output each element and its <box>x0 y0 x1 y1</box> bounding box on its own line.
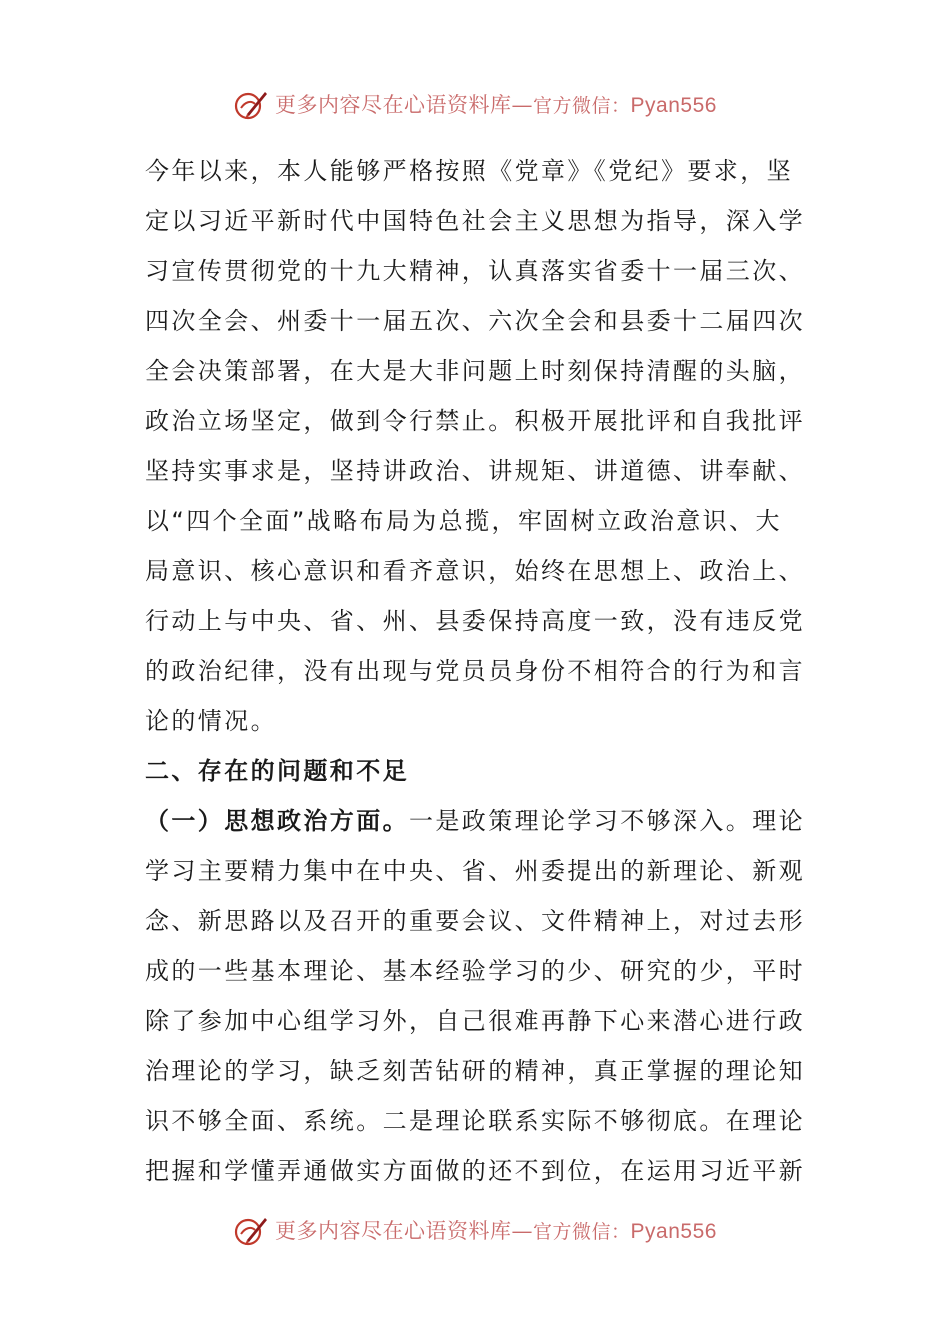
banner-title: 更多内容尽在心语资料库 <box>275 1219 512 1243</box>
subsection-first-line-rest: 一是政策理论学习不够深入。理论 <box>409 807 805 835</box>
subsection-lead: （一）思想政治方面。 <box>145 807 409 835</box>
paragraph-line: 四次全会、州委十一届五次、六次全会和县委十二届四次 <box>145 307 805 335</box>
paragraph-line: 今年以来，本人能够严格按照《党章》《党纪》要求，坚 <box>145 157 793 185</box>
paragraph-line: 全会决策部署，在大是大非问题上时刻保持清醒的头脑， <box>145 357 805 385</box>
paragraph-line: 局意识、核心意识和看齐意识，始终在思想上、政治上、 <box>145 557 805 585</box>
pen-logo-icon <box>233 86 269 122</box>
paragraph-line: 坚持实事求是，坚持讲政治、讲规矩、讲道德、讲奉献、 <box>145 457 805 485</box>
paragraph-line: 把握和学懂弄通做实方面做的还不到位，在运用习近平新 <box>145 1157 805 1185</box>
paragraph-line: 成的一些基本理论、基本经验学习的少、研究的少，平时 <box>145 957 805 985</box>
paragraph-line: 以“四个全面”战略布局为总揽，牢固树立政治意识、大 <box>145 507 782 535</box>
paragraph-line: 行动上与中央、省、州、县委保持高度一致，没有违反党 <box>145 607 805 635</box>
header-banner <box>0 82 950 126</box>
banner-wechat-label: 官方微信： <box>533 1221 631 1243</box>
pen-logo-icon <box>233 1212 269 1248</box>
banner-title: 更多内容尽在心语资料库 <box>275 93 512 117</box>
paragraph-line: 学习主要精力集中在中央、省、州委提出的新理论、新观 <box>145 857 805 885</box>
paragraph-line: 习宣传贯彻党的十九大精神，认真落实省委十一届三次、 <box>145 257 805 285</box>
banner-wechat-label: 官方微信： <box>533 95 631 117</box>
paragraph-line: 治理论的学习，缺乏刻苦钻研的精神，真正掌握的理论知 <box>145 1057 805 1085</box>
paragraph-line: 政治立场坚定，做到令行禁止。积极开展批评和自我批评 <box>145 407 805 435</box>
paragraph-line: 除了参加中心组学习外，自己很难再静下心来潜心进行政 <box>145 1007 805 1035</box>
banner-dash: — <box>511 1219 534 1243</box>
paragraph-line: 定以习近平新时代中国特色社会主义思想为指导，深入学 <box>145 207 805 235</box>
section-heading: 二、存在的问题和不足 <box>145 757 409 785</box>
paragraph-line: 念、新思路以及召开的重要会议、文件精神上，对过去形 <box>145 907 805 935</box>
banner-dash: — <box>511 93 534 117</box>
paragraph-line: 的政治纪律，没有出现与党员员身份不相符合的行为和言 <box>145 657 805 685</box>
banner-wechat-id: Pyan556 <box>630 94 717 117</box>
footer-banner <box>0 1208 950 1252</box>
document-body <box>145 146 805 1196</box>
subsection-first-line <box>145 796 805 846</box>
banner-wechat-id: Pyan556 <box>630 1220 717 1243</box>
paragraph-line: 识不够全面、系统。二是理论联系实际不够彻底。在理论 <box>145 1107 805 1135</box>
paragraph-line: 论的情况。 <box>145 707 277 735</box>
